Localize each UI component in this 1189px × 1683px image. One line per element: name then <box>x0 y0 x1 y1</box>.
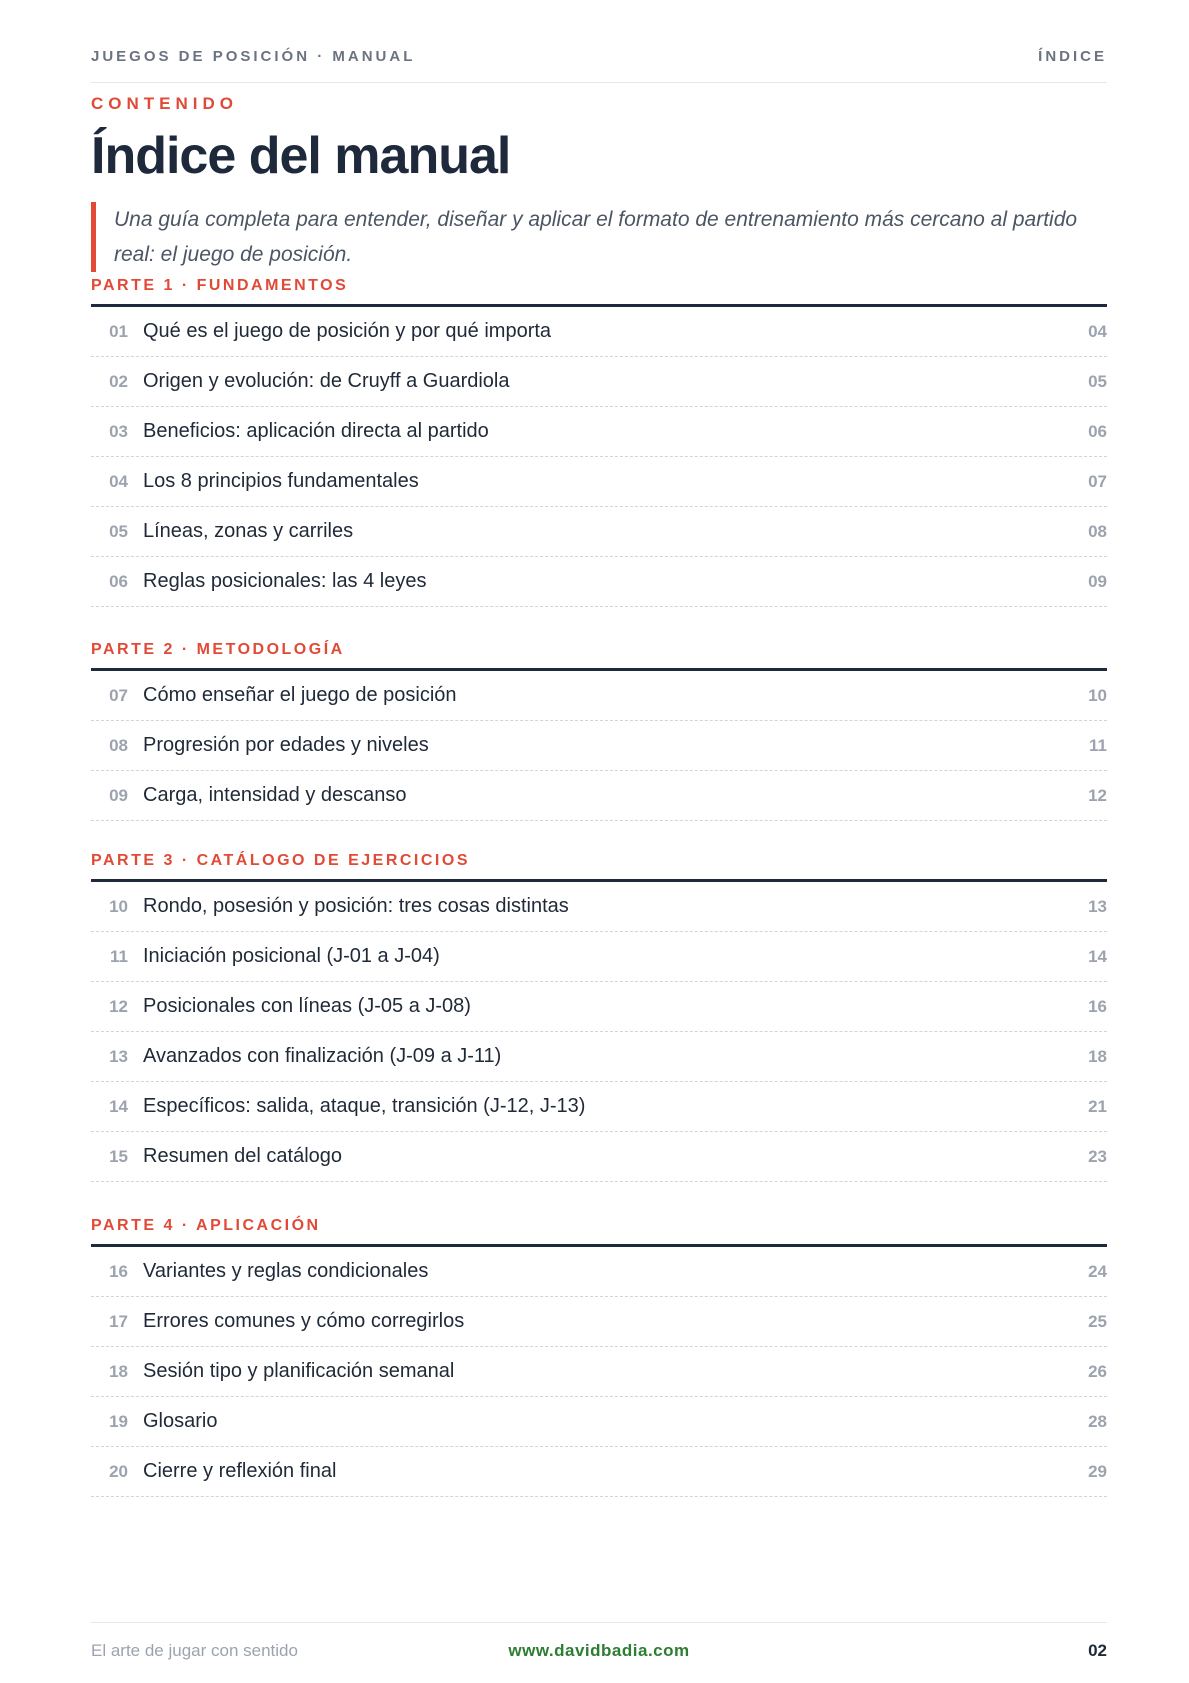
toc-number: 13 <box>109 1046 128 1066</box>
toc-number: 17 <box>109 1311 128 1331</box>
toc-number: 16 <box>109 1261 128 1281</box>
toc-title: Glosario <box>143 1410 218 1432</box>
toc-title: Cómo enseñar el juego de posición <box>143 684 457 706</box>
toc-row[interactable] <box>91 671 1107 721</box>
toc-title: Errores comunes y cómo corregirlos <box>143 1310 465 1332</box>
toc-page-number: 05 <box>1088 371 1107 391</box>
toc-page-number: 06 <box>1088 421 1107 441</box>
toc-number: 07 <box>109 685 128 705</box>
toc-row[interactable] <box>91 721 1107 771</box>
lead-quote: Una guía completa para entender, diseñar y aplicar el formato de entrenamiento más cercano al partido real: el juego de posición. <box>91 202 1107 272</box>
toc-number: 14 <box>109 1096 128 1116</box>
toc-number: 19 <box>109 1411 128 1431</box>
toc-title: Iniciación posicional (J-01 a J-04) <box>143 945 440 967</box>
toc-number: 20 <box>109 1461 128 1481</box>
toc-title: Rondo, posesión y posición: tres cosas distintas <box>143 895 569 917</box>
toc-section-4 <box>91 1217 1107 1497</box>
toc-page-number: 18 <box>1088 1046 1107 1066</box>
toc-page-number: 12 <box>1088 785 1107 805</box>
toc-row[interactable] <box>91 1082 1107 1132</box>
section-heading: PARTE 2 · METODOLOGÍA <box>91 641 1107 671</box>
toc-section-1 <box>91 277 1107 607</box>
section-heading: PARTE 1 · FUNDAMENTOS <box>91 277 1107 307</box>
toc-title: Progresión por edades y niveles <box>143 734 429 756</box>
toc-row[interactable] <box>91 557 1107 607</box>
toc-row[interactable] <box>91 407 1107 457</box>
running-footer <box>91 1622 1107 1668</box>
toc-row[interactable] <box>91 771 1107 821</box>
toc-row[interactable] <box>91 1347 1107 1397</box>
toc-page-number: 11 <box>1089 735 1107 755</box>
section-heading: PARTE 3 · CATÁLOGO DE EJERCICIOS <box>91 852 1107 882</box>
toc-title: Carga, intensidad y descanso <box>143 784 407 806</box>
toc-number: 12 <box>109 996 128 1016</box>
eyebrow-label: CONTENIDO <box>91 94 238 113</box>
toc-section-2 <box>91 641 1107 821</box>
toc-row[interactable] <box>91 1032 1107 1082</box>
section-heading: PARTE 4 · APLICACIÓN <box>91 1217 1107 1247</box>
toc-row[interactable] <box>91 307 1107 357</box>
toc-title: Sesión tipo y planificación semanal <box>143 1360 455 1382</box>
toc-page-number: 21 <box>1088 1096 1107 1116</box>
toc-number: 09 <box>109 785 128 805</box>
toc-page-number: 04 <box>1088 321 1107 341</box>
toc-row[interactable] <box>91 932 1107 982</box>
toc-number: 03 <box>109 421 128 441</box>
toc-row[interactable] <box>91 1447 1107 1497</box>
toc-row[interactable] <box>91 357 1107 407</box>
toc-title: Posicionales con líneas (J-05 a J-08) <box>143 995 471 1017</box>
page <box>91 0 1107 1683</box>
toc-page-number: 07 <box>1088 471 1107 491</box>
toc-title: Específicos: salida, ataque, transición (J-12, J-13) <box>143 1095 586 1117</box>
toc-row[interactable] <box>91 1297 1107 1347</box>
toc-row[interactable] <box>91 457 1107 507</box>
toc-number: 04 <box>109 471 128 491</box>
toc-title: Qué es el juego de posición y por qué importa <box>143 320 552 342</box>
toc-title: Cierre y reflexión final <box>143 1460 337 1482</box>
footer-page-number: 02 <box>1088 1641 1107 1660</box>
toc-page-number: 23 <box>1088 1146 1107 1166</box>
toc-page-number: 25 <box>1088 1311 1107 1331</box>
page-title: Índice del manual <box>91 127 511 185</box>
toc-number: 18 <box>109 1361 128 1381</box>
toc-page-number: 13 <box>1088 896 1107 916</box>
toc-number: 02 <box>109 371 128 391</box>
toc-number: 06 <box>109 571 128 591</box>
toc-page-number: 29 <box>1088 1461 1107 1481</box>
toc-page-number: 24 <box>1088 1261 1107 1281</box>
toc-page-number: 08 <box>1088 521 1107 541</box>
header-manual-title: JUEGOS DE POSICIÓN · MANUAL <box>91 48 416 65</box>
toc-title: Líneas, zonas y carriles <box>143 520 354 542</box>
toc-section-3 <box>91 852 1107 1182</box>
toc-row[interactable] <box>91 507 1107 557</box>
toc-title: Origen y evolución: de Cruyff a Guardiola <box>143 370 510 392</box>
toc-page-number: 26 <box>1088 1361 1107 1381</box>
toc-number: 01 <box>109 321 128 341</box>
header-section-label: ÍNDICE <box>1038 48 1107 65</box>
toc-title: Beneficios: aplicación directa al partido <box>143 420 489 442</box>
toc-row[interactable] <box>91 1397 1107 1447</box>
footer-website-link[interactable]: www.davidbadia.com <box>508 1641 690 1660</box>
toc-page-number: 09 <box>1088 571 1107 591</box>
toc-page-number: 14 <box>1088 946 1107 966</box>
toc-number: 10 <box>109 896 128 916</box>
toc-page-number: 16 <box>1088 996 1107 1016</box>
toc-page-number: 10 <box>1088 685 1107 705</box>
toc-row[interactable] <box>91 1247 1107 1297</box>
toc-number: 11 <box>110 946 128 966</box>
toc-number: 08 <box>109 735 128 755</box>
toc-number: 05 <box>109 521 128 541</box>
toc-number: 15 <box>109 1146 128 1166</box>
toc-title: Reglas posicionales: las 4 leyes <box>143 570 427 592</box>
toc-title: Resumen del catálogo <box>143 1145 343 1167</box>
toc-row[interactable] <box>91 982 1107 1032</box>
toc-row[interactable] <box>91 1132 1107 1182</box>
running-header <box>91 48 1107 83</box>
toc-title: Variantes y reglas condicionales <box>143 1260 429 1282</box>
toc-title: Los 8 principios fundamentales <box>143 470 419 492</box>
toc-title: Avanzados con finalización (J-09 a J-11) <box>143 1045 502 1067</box>
toc-row[interactable] <box>91 882 1107 932</box>
footer-tagline: El arte de jugar con sentido <box>91 1641 298 1660</box>
toc-page-number: 28 <box>1088 1411 1107 1431</box>
